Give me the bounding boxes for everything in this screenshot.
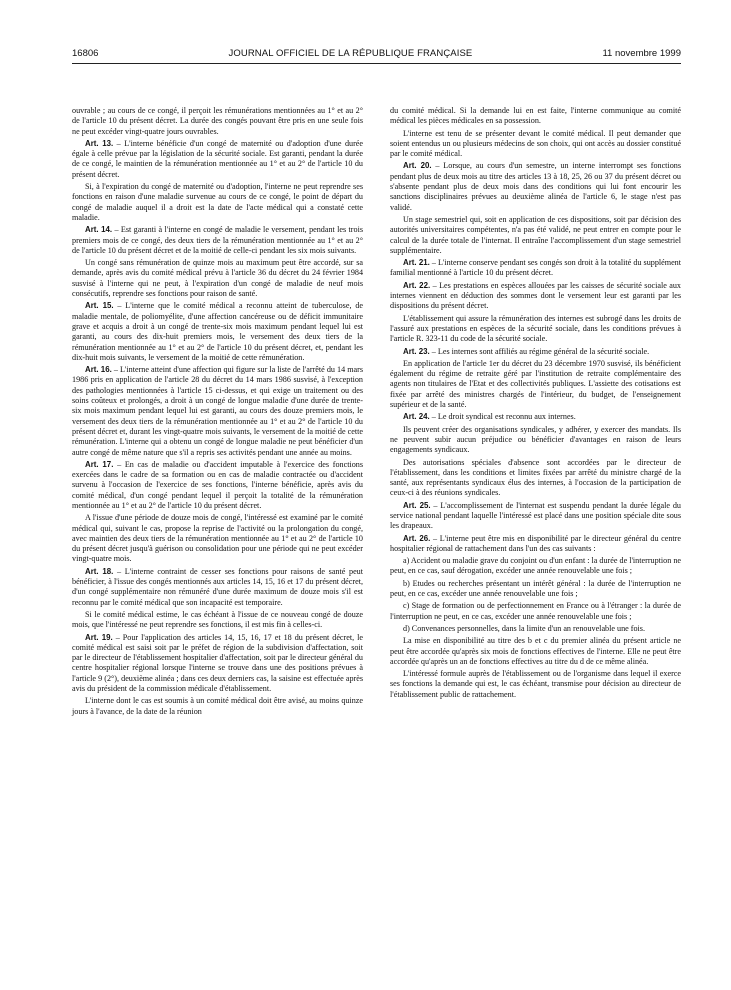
paragraph-text: – L'interne conserve pendant ses congés son droit à la totalité du supplément familial mentionné à l'article 10 du présent décret. [390, 258, 681, 278]
article-label: Art. 16. [85, 365, 112, 375]
issue-date: 11 novembre 1999 [602, 48, 681, 59]
right-column [390, 106, 681, 719]
paragraph-text: Ils peuvent créer des organisations syndicales, y adhérer, y exercer des mandats. Ils ne peuvent subir aucun préjudice ou bénéficier d'avantages en raison de leurs engagements syndicaux. [390, 424, 681, 455]
paragraph-text: – Le droit syndical est reconnu aux internes. [429, 412, 576, 422]
article-label: Art. 20. [403, 161, 432, 171]
paragraph [390, 425, 681, 456]
paragraph [390, 359, 681, 410]
paragraph [72, 567, 363, 608]
paragraph-text: – Pour l'application des articles 14, 15, 16, 17 et 18 du présent décret, le comité médical est saisi soit par le préfet de région de la subdivision d'affectation, soit par le directeur de l'établissement hospitalier d'affectation, soit par le directeur général du centre hospitalier régional lorsque l'interne se trouve dans une des positions prévues à l'article 9 (2°), deuxième alinéa ; dans ces deux derniers cas, la saisine est effectuée après avis du président de la commission médicale d'établissement. [72, 632, 363, 694]
paragraph [390, 669, 681, 700]
paragraph-text: – Lorsque, au cours d'un semestre, un interne interrompt ses fonctions pendant plus de deux mois au titre des articles 13 à 18, 25, 26 ou 37 du présent décret ou s'absente pendant plus de deux mois dans des conditions qui lui font encourir les sanctions disciplinaires prévues au deuxième alinéa de l'article 6, le stage n'est pas validé. [390, 161, 681, 212]
text-columns [72, 106, 681, 719]
paragraph [390, 579, 681, 600]
article-label: Art. 21. [403, 258, 430, 268]
paragraph [390, 161, 681, 212]
paragraph [72, 301, 363, 363]
paragraph [72, 258, 363, 299]
paragraph-text: b) Etudes ou recherches présentant un intérêt général : la durée de l'interruption ne peut, en ce cas, excéder une année renouvelable une fois ; [390, 578, 681, 599]
paragraph [72, 460, 363, 511]
journal-title: JOURNAL OFFICIEL DE LA RÉPUBLIQUE FRANÇAISE [228, 48, 473, 59]
article-label: Art. 22. [403, 280, 431, 290]
paragraph [390, 215, 681, 256]
paragraph-text: Si le comité médical estime, le cas échéant à l'issue de ce nouveau congé de douze mois, que l'intéressé ne peut reprendre ses fonctions, il est mis fin à celles-ci. [72, 609, 363, 630]
article-label: Art. 24. [403, 412, 430, 422]
paragraph-text: – L'interne peut être mis en disponibilité par le directeur général du centre hospitalier régional de rattachement dans l'un des cas suivants : [390, 533, 681, 553]
paragraph [72, 513, 363, 564]
paragraph-text: Un congé sans rémunération de quinze mois au maximum peut être accordé, sur sa demande, après avis du comité médical prévu à l'article 36 du décret du 24 février 1984 susvisé à l'interne qui ne peut, à l'expiration d'un congé de maladie de neuf mois consécutifs, reprendre ses fonctions pour raison de santé. [72, 258, 363, 299]
paragraph-text: – Les internes sont affiliés au régime général de la sécurité sociale. [429, 346, 650, 356]
paragraph-text: ouvrable ; au cours de ce congé, il perçoit les rémunérations mentionnées au 1° et au 2° de l'article 10 du présent décret. La durée des congés pouvant être pris en une seule fois ne peut excéder vingt-quatre jours ouvrables. [72, 106, 363, 136]
article-label: Art. 23. [403, 346, 430, 356]
paragraph-text: Si, à l'expiration du congé de maternité ou d'adoption, l'interne ne peut reprendre ses fonctions en raison d'une maladie survenue au cours de ce congé, le point de départ du congé de maladie auquel il a droit est la date de l'acte médical qui a constaté cette maladie. [72, 182, 363, 222]
article-label: Art. 26. [403, 533, 431, 543]
paragraph [390, 258, 681, 279]
paragraph [390, 314, 681, 345]
paragraph [390, 534, 681, 555]
paragraph [390, 281, 681, 312]
paragraph [390, 347, 681, 357]
article-label: Art. 19. [85, 632, 113, 642]
paragraph-text: – L'interne atteint d'une affection qui figure sur la liste de l'arrêté du 14 mars 1986 pris en application de l'article 28 du décret du 14 mars 1986 susvisé, à l'exception des pathologies mentionnées à l'article 15 ci-dessus, et qui exige un traitement ou des soins coûteux et prolongés, a droit à un congé de longue maladie d'une durée de trente-six mois maximum pendant lequel lui est garanti, au cours des douze premiers mois, le versement des deux tiers de la rémunération mentionnée au 1° et au 2° de l'article 10 du présent décret et, durant les vingt-quatre mois suivants, le versement de la moitié de cette rémunération. L'interne qui a obtenu un congé de longue maladie ne peut bénéficier d'un autre congé de même nature que s'il a repris ses activités pendant une année au moins. [72, 365, 363, 457]
paragraph-text: L'interne dont le cas est soumis à un comité médical doit être avisé, au moins quinze jours à l'avance, de la date de la réunion [72, 696, 363, 716]
paragraph-text: – L'accomplissement de l'internat est suspendu pendant la durée légale du service national pendant laquelle l'intéressé est placé dans une position spéciale dite sous les drapeaux. [390, 500, 681, 531]
paragraph [72, 696, 363, 717]
running-header [72, 48, 681, 64]
page-number: 16806 [72, 48, 99, 59]
paragraph-text: Un stage semestriel qui, soit en application de ces dispositions, soit par décision des autorités universitaires compétentes, n'a pas été validé, ne peut entrer en compte pour le calcul de la durée totale de l'internat. Il entraîne l'accomplissement d'un stage semestriel supplémentaire. [390, 214, 681, 255]
paragraph-text: c) Stage de formation ou de perfectionnement en France ou à l'étranger : la durée de l'interruption ne peut, en ce cas, excéder une année renouvelable une fois ; [390, 601, 681, 621]
paragraph [72, 139, 363, 180]
paragraph-text: – Les prestations en espèces allouées par les caisses de sécurité sociale aux internes viennent en déduction des sommes dont le versement leur est garanti par les dispositions du présent décret. [390, 280, 681, 311]
article-label: Art. 25. [403, 500, 431, 510]
paragraph-text: – L'interne que le comité médical a reconnu atteint de tuberculose, de maladie mentale, de poliomyélite, d'une affection cancéreuse ou de déficit immunitaire grave et acquis a droit à un congé de trente-six mois maximum pendant lequel lui est garanti, au cours des dix-huit premiers mois, le versement des deux tiers de la rémunération mentionnée au 1° et au 2° de l'article 10 du présent décret, et, pendant les dix-huit mois suivants, le versement de la moitié de cette rémunération. [72, 301, 363, 362]
paragraph-text: En application de l'article 1er du décret du 23 décembre 1970 susvisé, ils bénéficient également du régime de retraite géré par l'institution de retraite complémentaire des agents non titulaires de l'Etat et des collectivités publiques. L'assiette des cotisations est fixée par arrêté des ministres chargés de l'intérieur, du budget, de l'enseignement supérieur et de la santé. [390, 358, 681, 410]
paragraph-text: A l'issue d'une période de douze mois de congé, l'intéressé est examiné par le comité médical qui, suivant le cas, propose la reprise de l'activité ou la prolongation du congé, avec maintien des deux tiers de la rémunération mentionnée au 1° et au 2° de l'article 10 du présent décret jusqu'à guérison ou consolidation pour une période qui ne peut excéder vingt-quatre mois. [72, 513, 363, 564]
paragraph-text: Des autorisations spéciales d'absence sont accordées par le directeur de l'établissement, dans les conditions et limites fixées par arrêté du ministre chargé de la santé, aux représentants syndicaux élus des internes, à l'occasion de la participation de ceux-ci à des réunions syndicales. [390, 457, 681, 498]
paragraph [390, 556, 681, 577]
paragraph-text: d) Convenances personnelles, dans la limite d'un an renouvelable une fois. [403, 623, 645, 633]
paragraph [72, 106, 363, 137]
paragraph-text: a) Accident ou maladie grave du conjoint ou d'un enfant : la durée de l'interruption ne peut, en ce cas, sauf dérogation, excéder une année renouvelable une fois ; [390, 556, 681, 576]
paragraph [72, 633, 363, 695]
left-column [72, 106, 363, 719]
paragraph [72, 182, 363, 223]
paragraph [390, 129, 681, 160]
paragraph [72, 610, 363, 631]
paragraph-text: du comité médical. Si la demande lui en est faite, l'interne communique au comité médical les pièces médicales en sa possession. [390, 106, 681, 126]
paragraph [390, 624, 681, 634]
paragraph [390, 601, 681, 622]
paragraph-text: L'établissement qui assure la rémunération des internes est subrogé dans les droits de l'assuré aux prestations en espèces de la sécurité sociale, dans les conditions prévues à l'article R. 323-11 du code de la sécurité sociale. [390, 313, 681, 344]
paragraph-text: – Est garanti à l'interne en congé de maladie le versement, pendant les trois premiers mois de ce congé, des deux tiers de la rémunération mentionnée au 1° et au 2° de l'article 10 du présent décret et de la moitié de celle-ci pendant les six mois suivants. [72, 225, 363, 255]
paragraph-text: La mise en disponibilité au titre des b et c du premier alinéa du présent article ne peut être accordée qu'après six mois de fonctions effectives de l'interne. Elle ne peut être accordée qu'après un an de fonctions effectives au titre du d de ce même alinéa. [390, 636, 681, 666]
paragraph [72, 225, 363, 256]
paragraph [390, 636, 681, 667]
paragraph-text: L'interne est tenu de se présenter devant le comité médical. Il peut demander que soient entendus un ou plusieurs médecins de son choix, qui ont accès au dossier constitué par le comité médical. [390, 128, 681, 159]
article-label: Art. 15. [85, 301, 114, 311]
paragraph [390, 106, 681, 127]
paragraph [390, 458, 681, 499]
paragraph-text: – En cas de maladie ou d'accident imputable à l'exercice des fonctions exercées dans le cadre de sa formation ou en cas de maladie contractée ou d'accident survenu à l'occasion de l'exercice de ses fonctions, l'interne bénéficie, après avis du comité médical, d'un congé pendant lequel il perçoit la totalité de la rémunération mentionnée au 1° et au 2° de l'article 10 du présent décret. [72, 459, 363, 510]
article-label: Art. 14. [85, 225, 113, 235]
paragraph [72, 365, 363, 458]
paragraph-text: L'intéressé formule auprès de l'établissement ou de l'organisme dans lequel il exerce ses fonctions la demande qui est, le cas échéant, transmise pour décision au directeur de l'établissement public de rattachement. [390, 669, 681, 699]
article-label: Art. 18. [85, 566, 114, 576]
article-label: Art. 17. [85, 459, 114, 469]
article-label: Art. 13. [85, 138, 114, 148]
paragraph-text: – L'interne bénéficie d'un congé de maternité ou d'adoption d'une durée égale à celle prévue par la législation de la sécurité sociale. Est garanti, pendant la durée de ce congé, le maintien de la rémunération mentionnée au 1° et au 2° de l'article 10 du présent décret. [72, 138, 363, 179]
paragraph [390, 501, 681, 532]
paragraph [390, 412, 681, 422]
paragraph-text: – L'interne contraint de cesser ses fonctions pour raisons de santé peut bénéficier, à l'issue des congés mentionnés aux articles 14, 15, 16 et 17 du présent décret, d'un congé supplémentaire non rémunéré d'une durée maximum de douze mois s'il est reconnu par le comité médical que son incapacité est temporaire. [72, 566, 363, 607]
